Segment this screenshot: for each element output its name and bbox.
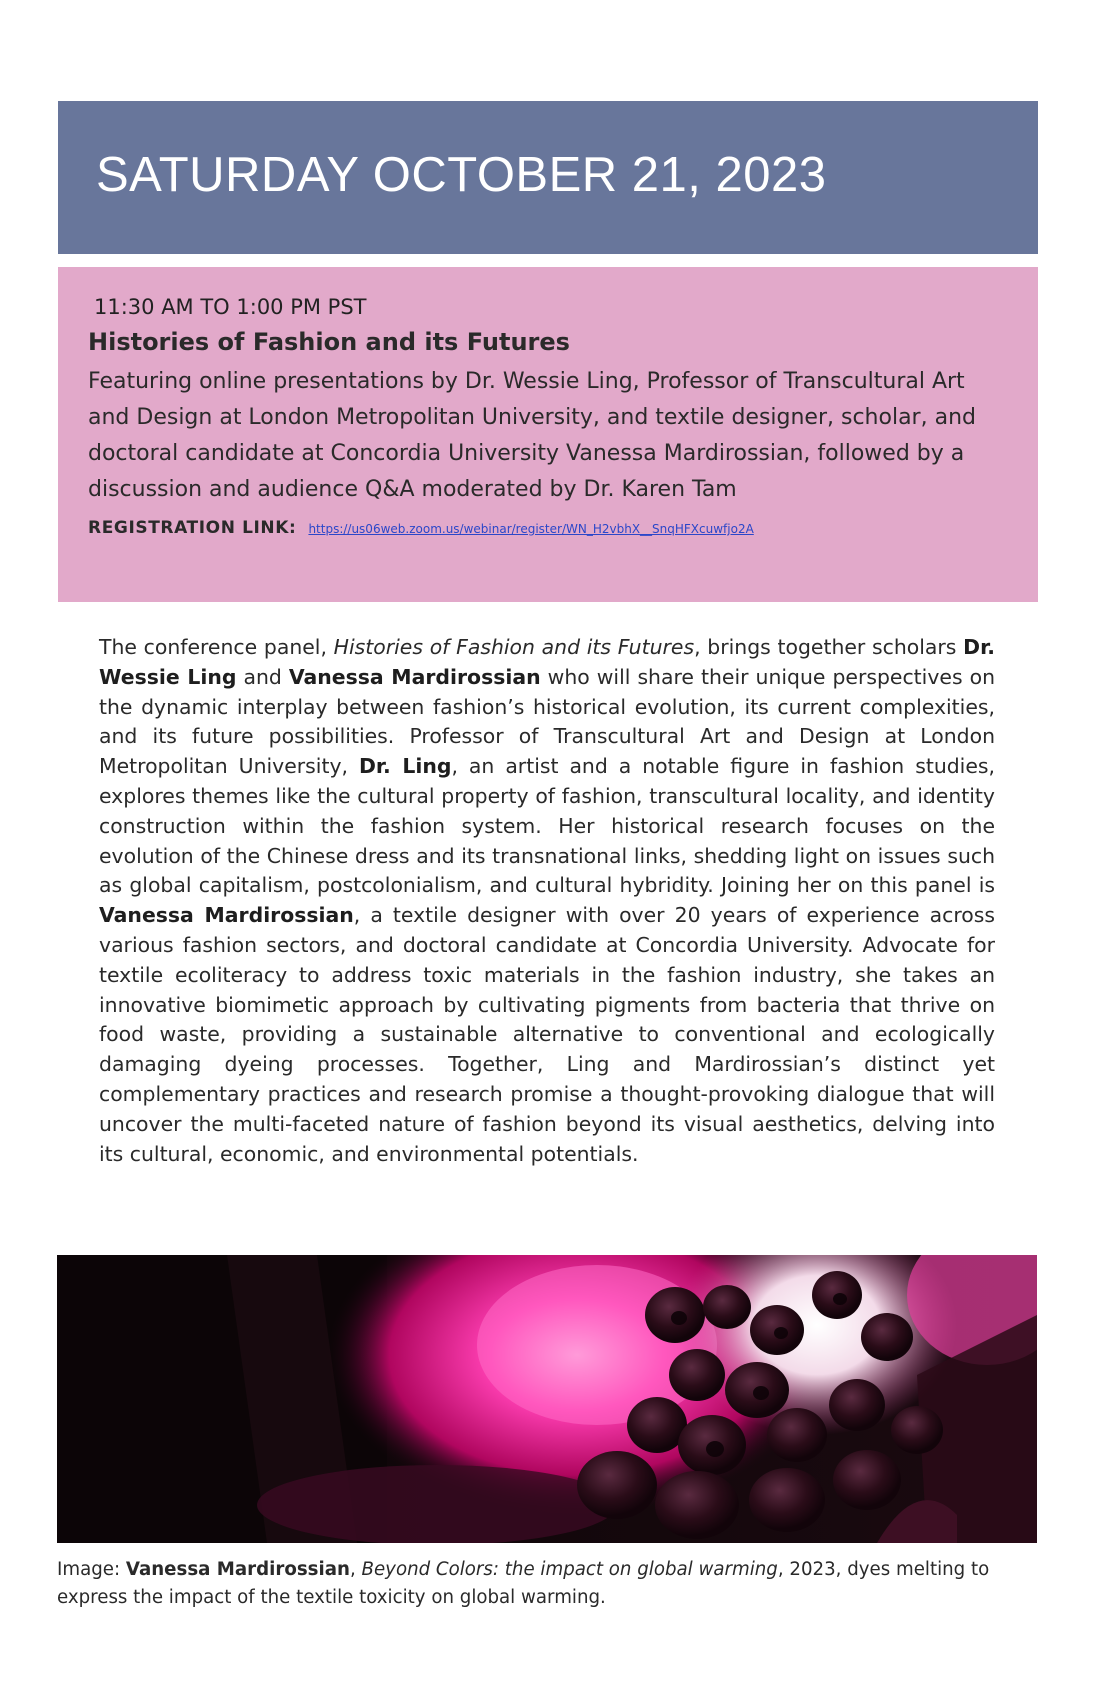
date-banner bbox=[58, 101, 1038, 254]
body-text-segment: and bbox=[236, 664, 289, 689]
body-text-segment: , an artist and a notable figure in fashion studies, explores themes like the cultural property of fashion, transcultural locality, and identity construction within the fashion system. Her historical research focuses on the evolution of the Chinese dress and its transnational links, shedding light on issues such as global capitalism, postcolonialism, and cultural hybridity. Joining her on this panel is bbox=[99, 754, 995, 898]
body-text-segment: The conference panel, bbox=[99, 635, 334, 659]
caption-artist: Vanessa Mardirossian bbox=[125, 1559, 350, 1580]
session-time: 11:30 AM TO 1:00 PM PST bbox=[94, 295, 367, 319]
speaker-name-mardirossian: Vanessa Mardirossian bbox=[288, 664, 541, 689]
speaker-name-vanessa: Vanessa Mardirossian bbox=[99, 903, 354, 928]
registration-link[interactable]: https://us06web.zoom.us/webinar/register/WN_H2vbhX__SnqHFXcuwfjo2A bbox=[308, 522, 754, 536]
panel-description bbox=[99, 633, 995, 1169]
session-description: Featuring online presentations by Dr. Wessie Ling, Professor of Transcultural Art and Design at London Metropolitan University, and textile designer, scholar, and doctoral candidate at Concordia University Vanessa Mardirossian, followed by a discussion and audience Q&A moderated by Dr. Karen Tam bbox=[88, 369, 976, 502]
caption-work-title: Beyond Colors: the impact on global warming bbox=[361, 1559, 778, 1580]
event-date-heading: SATURDAY OCTOBER 21, 2023 bbox=[96, 148, 827, 202]
registration-label: REGISTRATION LINK: bbox=[88, 518, 297, 538]
artwork-photo bbox=[57, 1255, 1037, 1543]
speaker-name-dr-ling: Dr. Ling bbox=[358, 754, 452, 779]
registration-row bbox=[88, 518, 1008, 538]
caption-separator: , bbox=[349, 1559, 362, 1580]
body-text-segment: who will share their unique perspectives on the dynamic interplay between fashion’s historical evolution, its current complexities, and its future possibilities. Professor of Transcultural Art and Design at London Metropolitan University, bbox=[99, 664, 995, 779]
panel-title-italic: Histories of Fashion and its Futures bbox=[333, 635, 695, 659]
dye-melting-image bbox=[57, 1255, 1037, 1543]
speaker-name-ling: Dr. Wessie Ling bbox=[99, 635, 995, 689]
body-text-segment: , brings together scholars bbox=[694, 635, 964, 659]
caption-prefix: Image: bbox=[57, 1559, 126, 1580]
image-caption bbox=[57, 1556, 1047, 1612]
session-info-box bbox=[58, 267, 1038, 602]
body-text-segment: , a textile designer with over 20 years of experience across various fashion sectors, and doctoral candidate at Concordia University. Advocate for textile ecoliteracy to address toxic materials in the fashion industry, she takes an innovative biomimetic approach by cultivating pigments from bacteria that thrive on food waste, providing a sustainable alternative to conventional and ecologically damaging dyeing processes. Together, Ling and Mardirossian’s distinct yet complementary practices and research promise a thought-provoking dialogue that will uncover the multi-faceted nature of fashion beyond its visual aesthetics, delving into its cultural, economic, and environmental potentials. bbox=[99, 903, 995, 1166]
caption-details: , 2023, dyes melting to express the impact of the textile toxicity on global warming. bbox=[57, 1559, 990, 1608]
session-title: Histories of Fashion and its Futures bbox=[88, 328, 570, 356]
